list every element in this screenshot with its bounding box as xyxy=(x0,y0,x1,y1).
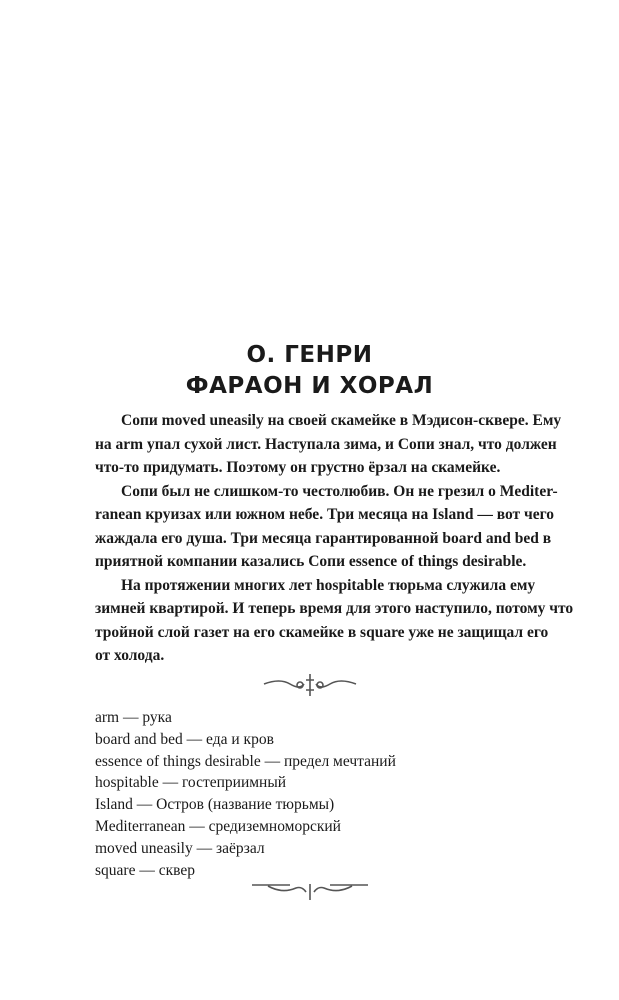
ornament-divider-icon xyxy=(250,880,370,900)
text-line: приятной компании казались Сопи essence of things desirable. xyxy=(95,553,527,570)
text-line: ranean круизах или южном небе. Три месяца на Island — вот чего xyxy=(95,506,555,523)
ornament-divider-icon xyxy=(260,672,360,698)
story-title: ФАРАОН И ХОРАЛ xyxy=(185,373,434,399)
glossary-entry: moved uneasily — заёрзал xyxy=(95,839,265,857)
text-line: Сопи был не слишком-то честолюбив. Он не грезил о Mediter- xyxy=(121,482,558,500)
text-line: от холода. xyxy=(95,647,165,664)
glossary-entry: board and bed — еда и кров xyxy=(95,730,274,748)
glossary-entry: square — сквер xyxy=(95,861,195,879)
glossary-entry: Mediterranean — средиземноморский xyxy=(95,817,341,835)
text-line: Сопи moved uneasily на своей скамейке в Мэдисон-сквере. Ему xyxy=(121,412,562,429)
text-line: жаждала его душа. Три месяца гарантированной board and bed в xyxy=(95,529,552,547)
story-text xyxy=(95,409,574,668)
author-heading: О. ГЕНРИ xyxy=(246,342,373,368)
text-line: зимней квартирой. И теперь время для этого наступило, потому что xyxy=(95,600,574,617)
glossary xyxy=(95,707,396,881)
text-line: тройной слой газет на его скамейке в square уже не защищал его xyxy=(95,623,549,641)
glossary-entry: hospitable — гостеприимный xyxy=(95,774,287,792)
text-line: что-то придумать. Поэтому он грустно ёрзал на скамейке. xyxy=(95,459,501,476)
glossary-entry: essence of things desirable — предел мечтаний xyxy=(95,752,396,770)
glossary-entry: Island — Остров (название тюрьмы) xyxy=(95,796,335,814)
glossary-entry: arm — рука xyxy=(95,709,172,726)
text-line: На протяжении многих лет hospitable тюрьма служила ему xyxy=(121,576,536,594)
text-line: на arm упал сухой лист. Наступала зима, и Сопи знал, что должен xyxy=(95,435,557,453)
